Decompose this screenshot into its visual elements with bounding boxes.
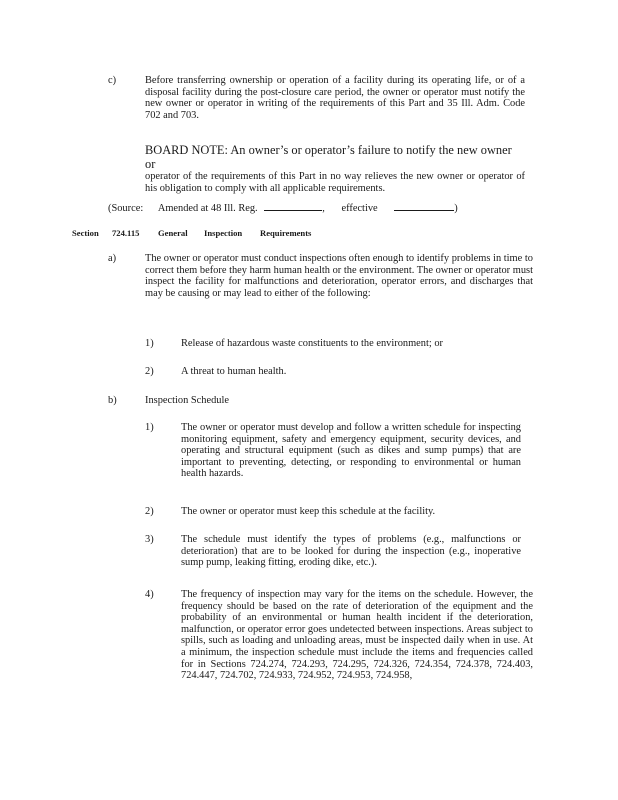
item-b-heading: Inspection Schedule	[145, 395, 229, 406]
item-b4-text: The frequency of inspection may vary for the items on the schedule. However, the frequency should be based on the rate of deterioration of the equipment and the probability of an environmental or human health incident if the deterioration, malfunction, or operator error goes undetected between inspections. Areas subject to spills, such as loading and unloading areas, must be inspected daily when in use. At a minimum, the inspection schedule must include the items and frequencies called for in Sections 724.274, 724.293, 724.295, 724.326, 724.354, 724.378, 724.403, 724.447, 724.702, 724.933, 724.952, 724.953, 724.958,	[181, 589, 533, 682]
source-open: (Source:	[108, 203, 144, 214]
item-b3-number: 3)	[145, 534, 154, 545]
section-number: 724.115	[112, 228, 140, 238]
item-a2-text: A threat to human health.	[181, 366, 287, 377]
source-effective: effective	[341, 203, 378, 214]
reg-citation-blank	[264, 201, 322, 211]
section-title-inspection: Inspection	[204, 228, 243, 238]
item-b1-number: 1)	[145, 422, 154, 433]
section-title-general: General	[158, 228, 188, 238]
item-b2-number: 2)	[145, 506, 154, 517]
item-a-label: a)	[108, 253, 117, 264]
effective-date-blank	[394, 201, 454, 211]
item-a2-number: 2)	[145, 366, 154, 377]
source-comma: ,	[322, 203, 325, 214]
item-b-label: b)	[108, 395, 117, 406]
board-note-lead: BOARD NOTE: An owner’s or operator’s failure to notify the new owner or	[145, 143, 512, 171]
item-b1-text: The owner or operator must develop and follow a written schedule for inspecting monitoring equipment, safety and emergency equipment, security devices, and operating and structural equipment (such as dikes and sump pumps) that are important to preventing, detecting, or responding to environmental or human health hazards.	[181, 422, 521, 480]
board-note	[145, 143, 525, 194]
item-b4-number: 4)	[145, 589, 154, 600]
item-a1-number: 1)	[145, 338, 154, 349]
source-note	[108, 201, 528, 215]
source-amended: Amended at 48 Ill. Reg.	[157, 203, 258, 214]
item-a1-text: Release of hazardous waste constituents to the environment; or	[181, 338, 443, 349]
item-b2-text: The owner or operator must keep this schedule at the facility.	[181, 506, 436, 517]
item-b3-text: The schedule must identify the types of problems (e.g., malfunctions or deterioration) that are to be looked for during the inspection (e.g., inoperative sump pump, leaking fitting, eroding dike, etc.).	[181, 534, 521, 569]
board-note-text: operator of the requirements of this Part in no way relieves the new owner or operator of his obligation to comply with all applicable requirements.	[145, 171, 525, 194]
source-close: )	[454, 203, 458, 214]
section-title-requirements: Requirements	[260, 228, 312, 238]
section-word: Section	[72, 228, 99, 238]
item-c-label: c)	[108, 75, 117, 86]
item-c-text: Before transferring ownership or operation of a facility during its operating life, or of a disposal facility during the post-closure care period, the owner or operator must notify the new owner or operator in writing of the requirements of this Part and 35 Ill. Adm. Code 702 and 703.	[145, 75, 525, 121]
item-a-text: The owner or operator must conduct inspections often enough to identify problems in time to correct them before they harm human health or the environment. The owner or operator must inspect the facility for malfunctions and deterioration, operator errors, and discharges that may be causing or may lead to either of the following:	[145, 253, 533, 299]
